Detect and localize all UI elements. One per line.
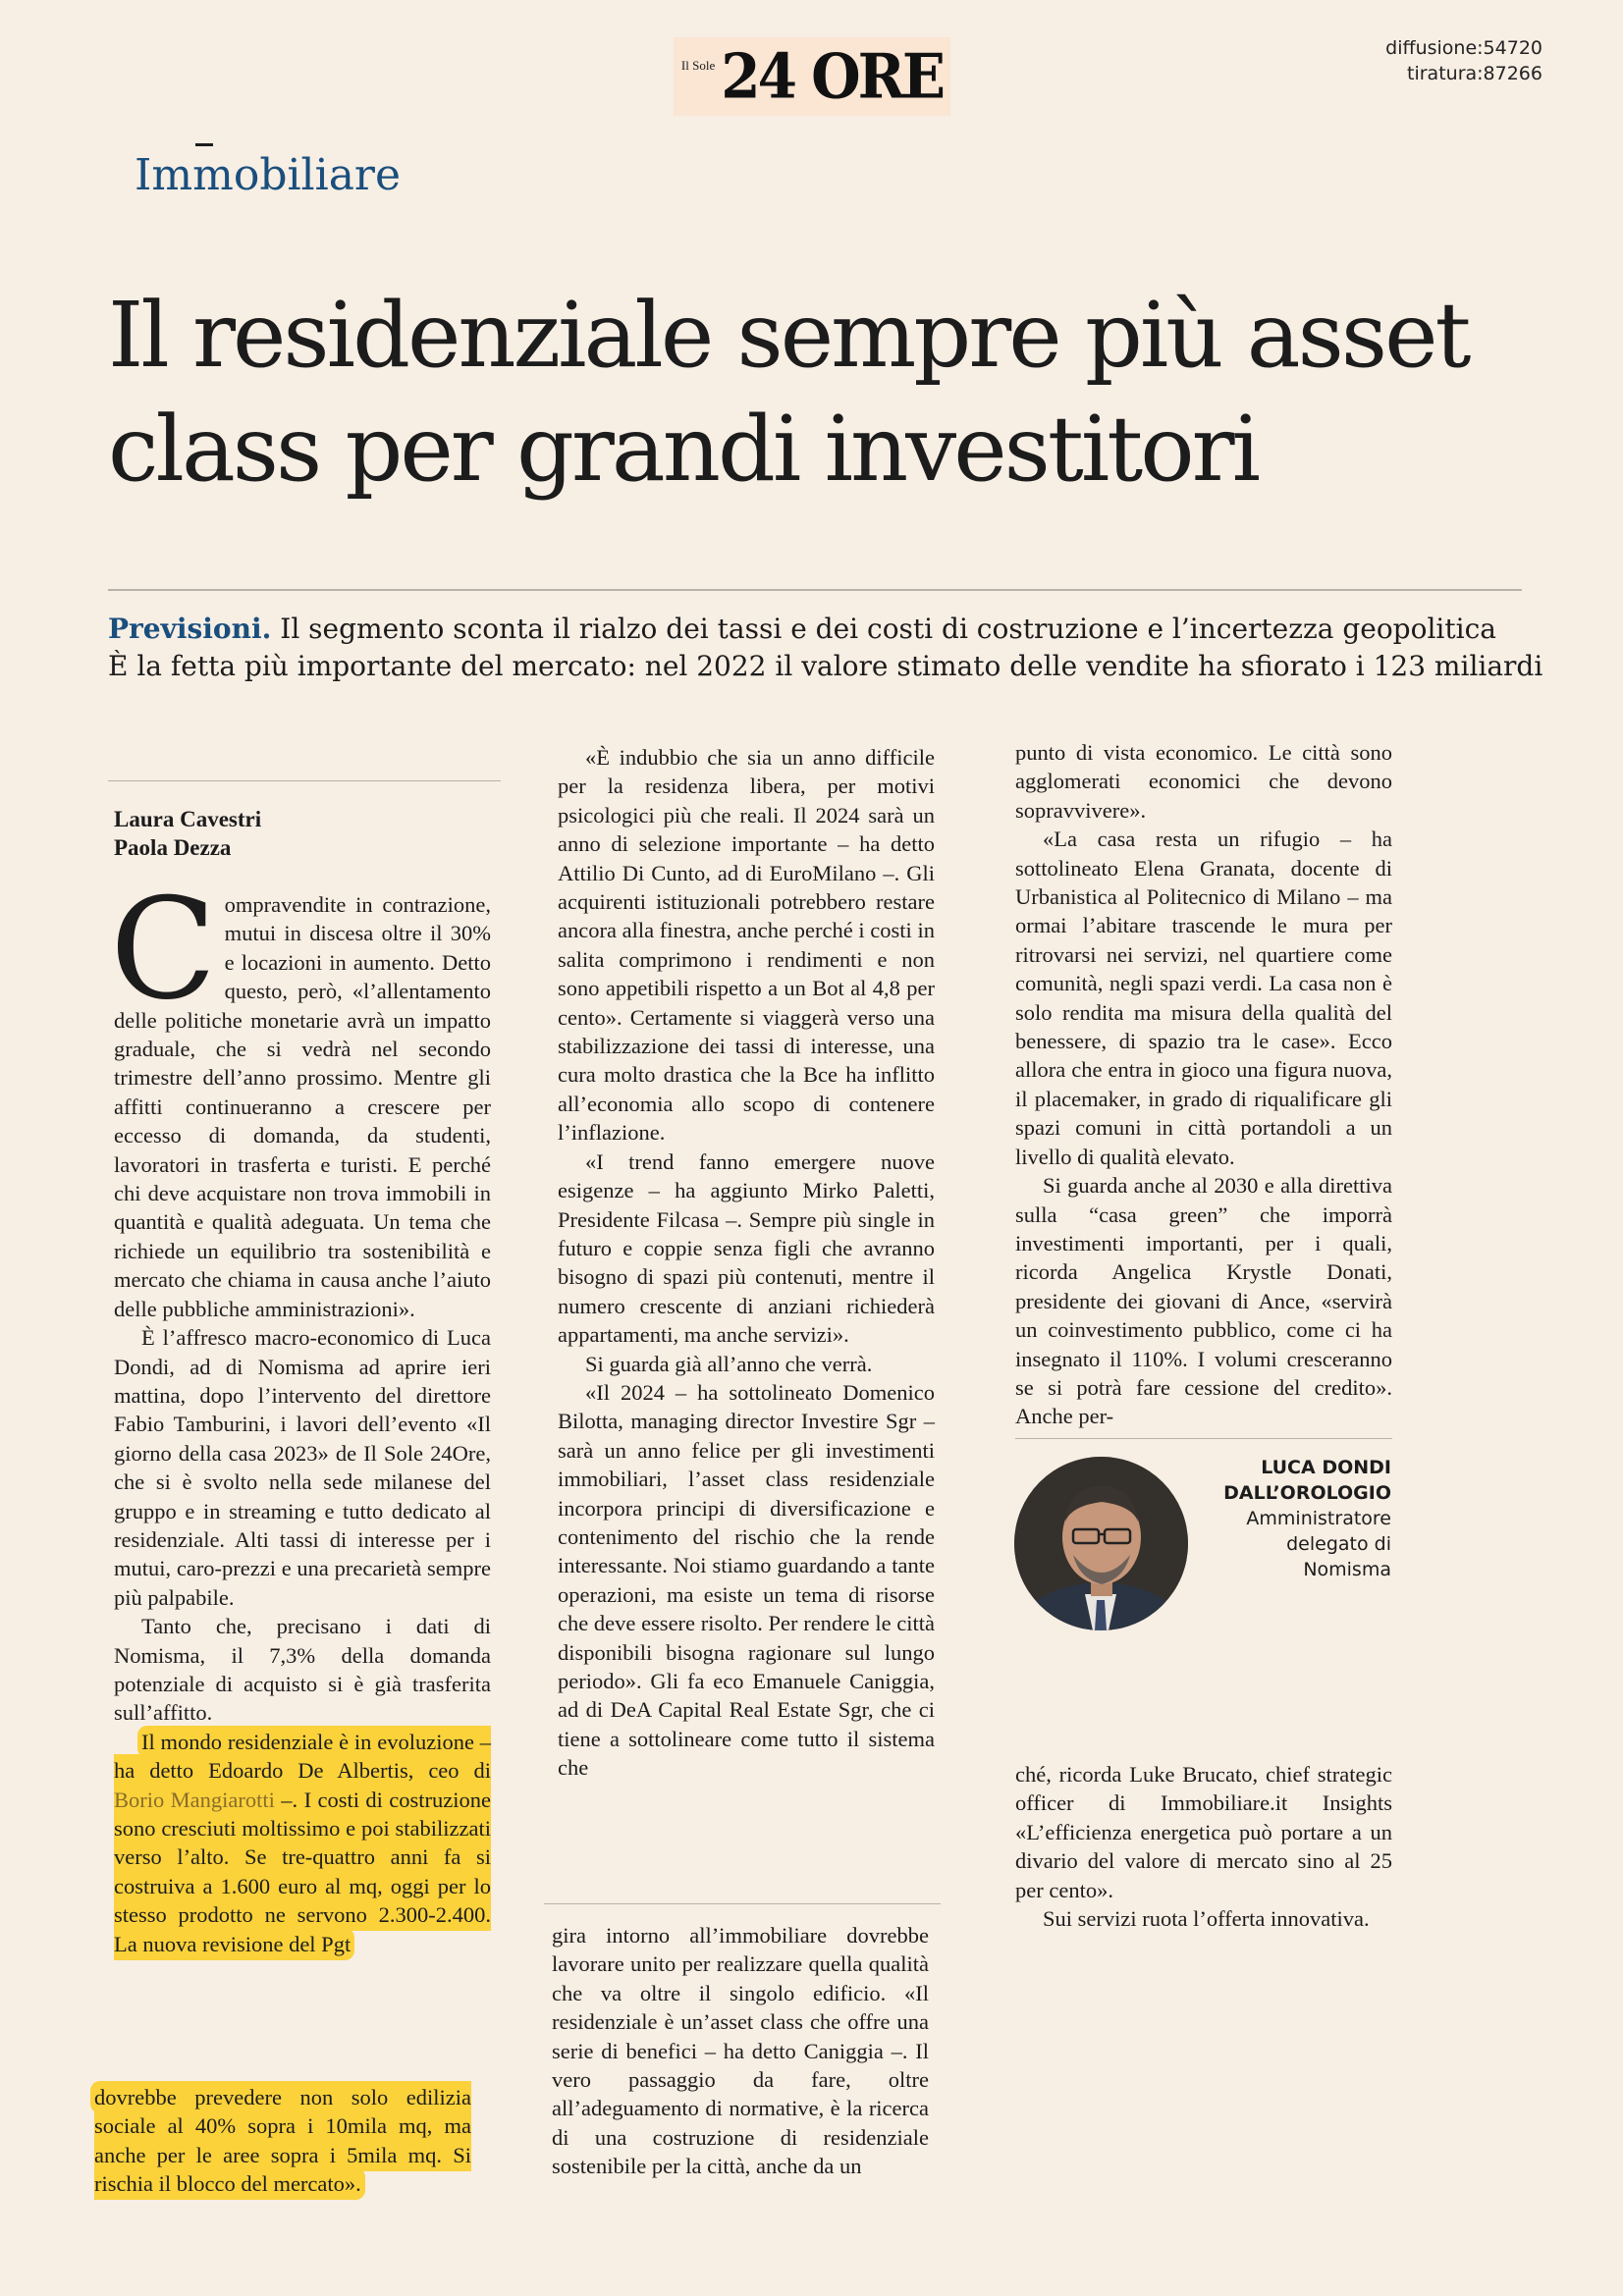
caption-role-2: delegato di [1286, 1533, 1391, 1555]
paragraph: «I trend fanno emergere nuove esigenze – ha aggiunto Mirko Paletti, Presidente Filcasa –. Sempre più single in futuro e coppie senza figli che avranno bisogno di spazi più contenuti, mentre il numero crescente di anziani richiederà appartamenti, ma anche servizi». [558, 1148, 935, 1348]
author-1: Laura Cavestri [114, 807, 262, 831]
byline [114, 805, 261, 862]
headline-line-2: class per grandi investitori [108, 397, 1259, 502]
headline-rule [108, 589, 1522, 591]
deck-lead: Previsioni. [108, 613, 272, 645]
caption-role-3: Nomisma [1303, 1559, 1391, 1580]
author-2: Paola Dezza [114, 835, 232, 860]
column-rule [1015, 1438, 1392, 1439]
caption-name-2: DALL’OROLOGIO [1223, 1482, 1391, 1504]
column-rule [108, 780, 501, 781]
paragraph: «La casa resta un rifugio – ha sottolineato Elena Granata, docente di Urbanistica al Politecnico di Milano – ma ormai l’abitare trascende le mura per ritrovarsi nei servizi, nel quartiere come comunità, negli spazi verdi. La casa non è solo rendita ma misura della qualità del benessere, di spazio tra le case». Ecco allora che entra in gioco una figura nuova, il placemaker, in grado di riqualificare gli spazi comuni in città portandoli a un livello di qualità elevato. [1015, 827, 1392, 1169]
caption-role-1: Amministratore [1246, 1508, 1391, 1529]
photo-caption [1223, 1455, 1391, 1582]
paragraph: Compravendite in contrazione, mutui in discesa oltre il 30% e locazioni in aumento. Detto questo, però, «l’allentamento delle politiche monetarie avrà un impatto graduale, che si vedrà nel secondo trimestre dell’anno prossimo. Mentre gli affitti continueranno a crescere per eccesso di domanda, da studenti, lavoratori in trasferta e turisti. E perché chi deve acquistare non trova immobili in quantità e qualità adeguata. Un tema che richiede un equilibrio tra sostenibilità e mercato che chiama in causa anche l’aiuto delle pubbliche amministrazioni». [110, 869, 491, 1321]
paragraph: Tanto che, precisano i dati di Nomisma, il 7,3% della domanda potenziale di acquisto si è già trasferita sull’affitto. [114, 1614, 491, 1726]
paragraph: punto di vista economico. Le città sono agglomerati economici che devono sopravvivere». [1015, 740, 1392, 823]
article-column-3 [1015, 738, 1392, 1431]
highlight: Il mondo residenziale è in evoluzione – ha detto Edoardo De Albertis, ceo di Borio Mangiarotti –. I costi di costruzione sono cresciuti moltissimo e poi stabilizzati verso l’alto. Se tre-quattro anni fa si costruiva a 1.600 euro al mq, oggi per lo stesso prodotto ne servono 2.300-2.400. La nuova revisione del Pgt [114, 1729, 491, 1956]
highlighted-paragraph [114, 1728, 491, 1958]
deck-line-1: Il segmento sconta il rialzo dei tassi e dei costi di costruzione e l’incertezza geopolitica [280, 613, 1496, 645]
deck-line-2: È la fetta più importante del mercato: nel 2022 il valore stimato delle vendite ha sfiorato i 123 miliardi [108, 650, 1543, 682]
paragraph: Sui servizi ruota l’offerta innovativa. [1043, 1906, 1370, 1932]
caption-name-1: LUCA DONDI [1261, 1457, 1391, 1478]
company-name: Borio Mangiarotti [114, 1787, 275, 1812]
logo-big-text: 24 ORE [721, 40, 944, 113]
headline-line-1: Il residenziale sempre più asset [108, 283, 1469, 388]
diffusione-stat: diffusione:54720 [1385, 37, 1542, 59]
portrait-illustration [1014, 1457, 1188, 1630]
paragraph: «È indubbio che sia un anno difficile per la residenza libera, per motivi psicologici più che reali. Il 2024 sarà un anno di selezione importante – ha detto Attilio Di Cunto, ad di EuroMilano –. Gli acquirenti istituzionali potrebbero restare ancora alla finestra, anche perché i costi in salita comprimono i rendimenti e non sono appetibili rispetto a un Bot al 4,8 per cento». Certamente si viaggerà verso una stabilizzazione dei tassi di interesse, una cura molto drastica che la Bce ha inflitto all’economia allo scopo di contenere l’inflazione. [558, 745, 935, 1146]
article-column-3-continued [1015, 1760, 1392, 1933]
column-rule [544, 1903, 941, 1904]
article-column-2 [558, 743, 935, 1783]
section-dash [195, 143, 213, 146]
tiratura-stat: tiratura:87266 [1407, 63, 1542, 84]
paragraph: È l’affresco macro-economico di Luca Dondi, ad di Nomisma ad aprire ieri mattina, dopo l’intervento del direttore Fabio Tamburini, i lavori dell’evento «Il giorno della casa 2023» de Il Sole 24Ore, che si è svolto nella sede milanese del gruppo e in streaming e tutto dedicato al residenziale. Alti tassi di interesse per i mutui, caro-prezzi e una precarietà sempre più palpabile. [114, 1325, 491, 1610]
drop-cap: C [110, 869, 217, 1031]
paragraph: ché, ricorda Luke Brucato, chief strategic officer di Immobiliare.it Insights «L’efficienza energetica può portare a un divario del valore di mercato sino al 25 per cento». [1015, 1762, 1392, 1902]
subheadline [108, 611, 1581, 685]
paragraph: Si guarda già all’anno che verrà. [585, 1351, 873, 1376]
highlight: dovrebbe prevedere non solo edilizia sociale al 40% sopra i 10mila mq, ma anche per le aree sopra i 5mila mq. Si rischia il blocco del mercato». [94, 2085, 471, 2197]
paragraph: Si guarda anche al 2030 e alla direttiva sulla “casa green” che imporrà investimenti importanti, per i quali, ricorda Angelica Krystle Donati, presidente dei giovani di Ance, «servirà un coinvestimento pubblico, come ci ha insegnato il 110%. I volumi cresceranno se si potrà fare cessione del credito». Anche per- [1015, 1173, 1392, 1429]
headline [108, 279, 1542, 507]
highlighted-paragraph [94, 2083, 471, 2199]
circulation-stats [1385, 35, 1542, 86]
author-photo [1014, 1457, 1188, 1630]
newspaper-logo [674, 37, 950, 116]
paragraph: gira intorno all’immobiliare dovrebbe lavorare unito per realizzare quella qualità che va oltre il singolo edificio. «Il residenziale è un’asset class che offre una serie di benefici – ha detto Caniggia –. Il vero passaggio da fare, oltre all’adeguamento di normative, è la ricerca di una costruzione di residenziale sostenibile per la città, anche da un [552, 1923, 929, 2179]
logo-small-text: Il Sole [680, 58, 716, 73]
paragraph: «Il 2024 – ha sottolineato Domenico Bilotta, managing director Investire Sgr – sarà un anno felice per gli investimenti immobiliari, l’asset class residenziale incorpora principi di diversificazione e contenimento del rischio che la rende interessante. Noi stiamo guardando a tante operazioni, ma esiste un tema di risorse che deve essere risolto. Per rendere le città disponibili bisogna ragionare sul lungo periodo». Gli fa eco Emanuele Caniggia, ad di DeA Capital Real Estate Sgr, che ci tiene a sottolineare come tutto il sistema che [558, 1379, 935, 1781]
section-title: Immobiliare [135, 150, 402, 200]
article-column-2-continued [552, 1921, 929, 2181]
article-column-1 [110, 869, 491, 1958]
article-column-1-continued [94, 2083, 471, 2199]
